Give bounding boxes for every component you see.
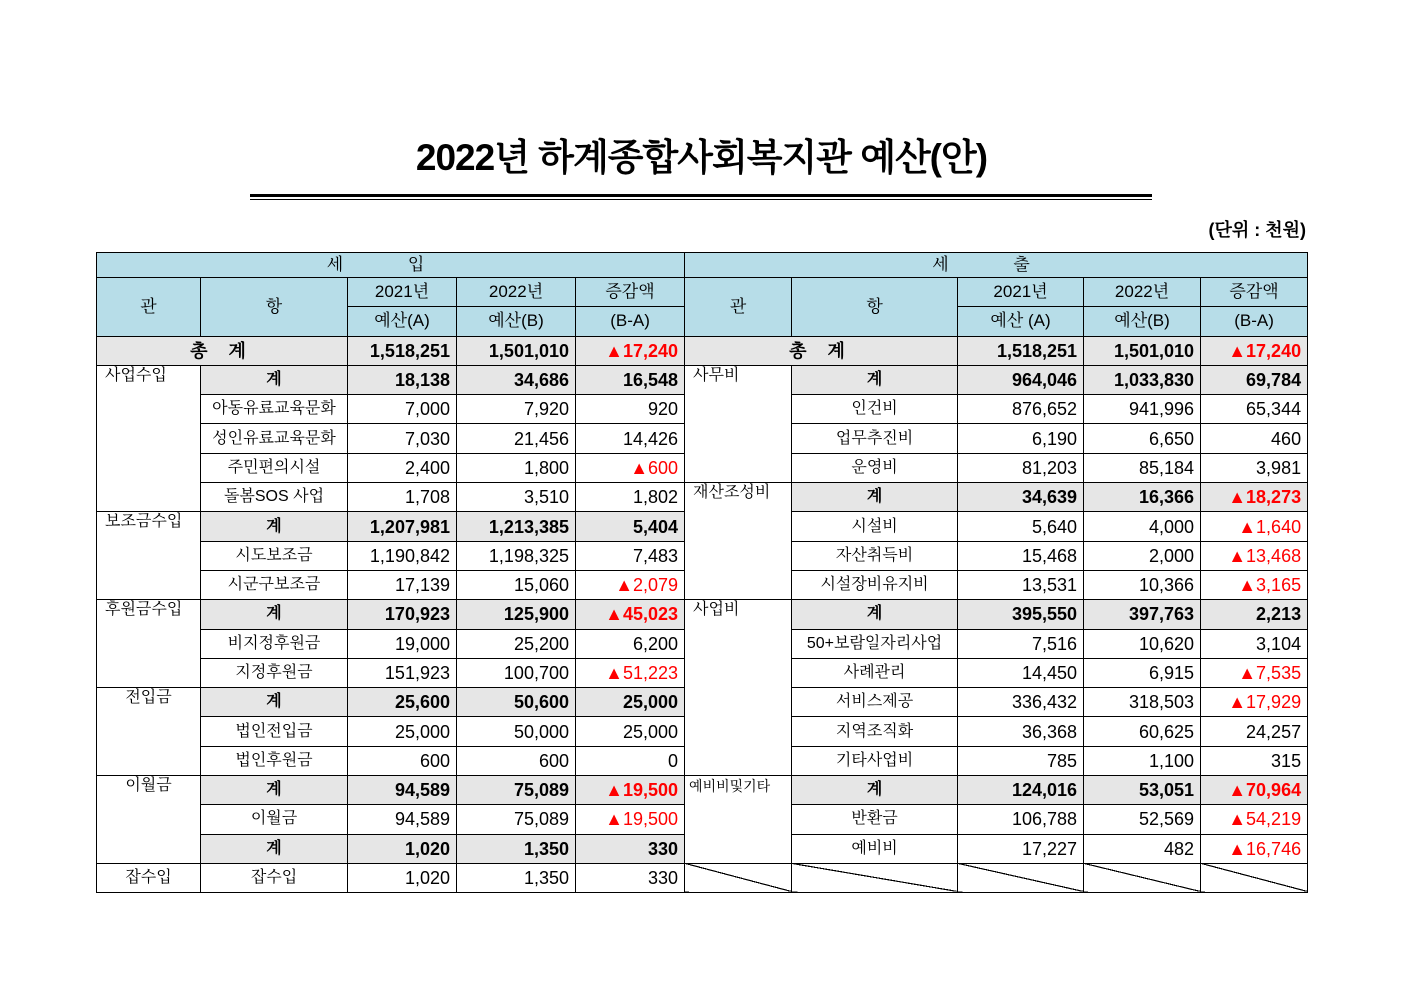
income-group-misc: 잡수입 xyxy=(97,863,201,892)
income-item-2021: 1,190,842 xyxy=(348,541,457,570)
income-item-2021: 94,589 xyxy=(348,776,457,805)
income-item-diff: ▲2,079 xyxy=(576,570,685,599)
income-item-name: 성인유료교육문화 xyxy=(201,424,348,453)
income-item-2021: 19,000 xyxy=(348,629,457,658)
expense-item-diff: ▲70,964 xyxy=(1201,776,1308,805)
expense-item-2021: 395,550 xyxy=(958,600,1084,629)
expense-total-2022: 1,501,010 xyxy=(1084,336,1201,365)
expense-item-diff: ▲16,746 xyxy=(1201,834,1308,863)
income-item-diff: 6,200 xyxy=(576,629,685,658)
income-item-name: 계 xyxy=(201,512,348,541)
expense-item-2022: 482 xyxy=(1084,834,1201,863)
expense-item-name: 기타사업비 xyxy=(792,746,958,775)
budget-table xyxy=(96,252,1308,893)
income-item-2022: 1,350 xyxy=(457,834,576,863)
empty-cell xyxy=(1084,863,1201,892)
expense-item-2021: 34,639 xyxy=(958,483,1084,512)
table-row xyxy=(97,600,1308,629)
expense-item-name: 계 xyxy=(792,483,958,512)
expense-item-diff: ▲13,468 xyxy=(1201,541,1308,570)
table-row xyxy=(97,776,1308,805)
expense-item-2022: 4,000 xyxy=(1084,512,1201,541)
expense-item-name: 50+보람일자리사업 xyxy=(792,629,958,658)
income-item-2022: 100,700 xyxy=(457,658,576,687)
table-row xyxy=(97,483,1308,512)
expense-item-2021: 124,016 xyxy=(958,776,1084,805)
expense-item-name: 업무추진비 xyxy=(792,424,958,453)
expense-2021-subheader: 예산 (A) xyxy=(958,307,1084,336)
expense-item-2022: 318,503 xyxy=(1084,688,1201,717)
income-item-diff: 14,426 xyxy=(576,424,685,453)
expense-item-name: 반환금 xyxy=(792,805,958,834)
income-item-name: 비지정후원금 xyxy=(201,629,348,658)
expense-item-diff: 65,344 xyxy=(1201,395,1308,424)
expense-2022-header: 2022년 xyxy=(1084,278,1201,307)
income-item-name: 시도보조금 xyxy=(201,541,348,570)
income-item-diff: 25,000 xyxy=(576,688,685,717)
income-item-2021: 151,923 xyxy=(348,658,457,687)
expense-item-2022: 6,915 xyxy=(1084,658,1201,687)
expense-item-name: 지역조직화 xyxy=(792,717,958,746)
expense-item-diff: ▲18,273 xyxy=(1201,483,1308,512)
expense-item-2022: 53,051 xyxy=(1084,776,1201,805)
income-item-2021: 1,020 xyxy=(348,834,457,863)
income-item-2021: 7,000 xyxy=(348,395,457,424)
expense-item-2021: 106,788 xyxy=(958,805,1084,834)
expense-2022-subheader: 예산(B) xyxy=(1084,307,1201,336)
table-row xyxy=(97,365,1308,394)
income-2021-subheader: 예산(A) xyxy=(348,307,457,336)
expense-item-diff: ▲17,929 xyxy=(1201,688,1308,717)
income-item-2021: 25,000 xyxy=(348,717,457,746)
income-item-name: 잡수입 xyxy=(201,863,348,892)
income-total-diff: ▲17,240 xyxy=(576,336,685,365)
expense-total-2021: 1,518,251 xyxy=(958,336,1084,365)
income-item-2021: 7,030 xyxy=(348,424,457,453)
income-item-2021: 94,589 xyxy=(348,805,457,834)
expense-item-diff: 3,104 xyxy=(1201,629,1308,658)
expense-item-diff: 460 xyxy=(1201,424,1308,453)
income-2022-header: 2022년 xyxy=(457,278,576,307)
expense-item-name: 사례관리 xyxy=(792,658,958,687)
income-group-transfer: 전입금 xyxy=(97,688,201,776)
expense-item-name: 계 xyxy=(792,776,958,805)
expense-item-2021: 5,640 xyxy=(958,512,1084,541)
expense-item-diff: ▲3,165 xyxy=(1201,570,1308,599)
section-header-row xyxy=(97,253,1308,278)
expense-item-2022: 60,625 xyxy=(1084,717,1201,746)
income-item-2022: 75,089 xyxy=(457,805,576,834)
empty-cell xyxy=(958,863,1084,892)
table-row xyxy=(97,863,1308,892)
income-item-2022: 125,900 xyxy=(457,600,576,629)
expense-group-property: 재산조성비 xyxy=(685,483,792,600)
income-item-2022: 3,510 xyxy=(457,483,576,512)
expense-item-2022: 16,366 xyxy=(1084,483,1201,512)
income-2021-header: 2021년 xyxy=(348,278,457,307)
expense-item-name: 계 xyxy=(792,600,958,629)
expense-item-name: 인건비 xyxy=(792,395,958,424)
income-item-diff: 7,483 xyxy=(576,541,685,570)
expense-diff-header: 증감액 xyxy=(1201,278,1308,307)
income-item-name: 이월금 xyxy=(201,805,348,834)
income-group-subsidy: 보조금수입 xyxy=(97,512,201,600)
expense-item-2022: 941,996 xyxy=(1084,395,1201,424)
income-item-name: 계 xyxy=(201,365,348,394)
income-item-diff: 330 xyxy=(576,863,685,892)
income-item-2022: 50,600 xyxy=(457,688,576,717)
expense-item-diff: ▲7,535 xyxy=(1201,658,1308,687)
expense-item-diff: 315 xyxy=(1201,746,1308,775)
column-header-row xyxy=(97,278,1308,307)
expense-group-office: 사무비 xyxy=(685,365,792,482)
expense-item-name: 자산취득비 xyxy=(792,541,958,570)
income-item-2022: 25,200 xyxy=(457,629,576,658)
income-item-2022: 1,350 xyxy=(457,863,576,892)
income-item-2021: 170,923 xyxy=(348,600,457,629)
expense-item-diff: 69,784 xyxy=(1201,365,1308,394)
expense-total-diff: ▲17,240 xyxy=(1201,336,1308,365)
income-item-name: 계 xyxy=(201,834,348,863)
expense-hang-header: 항 xyxy=(792,278,958,337)
income-item-name: 아동유료교육문화 xyxy=(201,395,348,424)
expense-item-2021: 7,516 xyxy=(958,629,1084,658)
expense-item-diff: ▲1,640 xyxy=(1201,512,1308,541)
expense-diff-subheader: (B-A) xyxy=(1201,307,1308,336)
income-item-diff: 920 xyxy=(576,395,685,424)
income-total-2022: 1,501,010 xyxy=(457,336,576,365)
expense-header-text: 세 출 xyxy=(932,255,1060,274)
income-gwan-header: 관 xyxy=(97,278,201,337)
expense-item-diff: ▲54,219 xyxy=(1201,805,1308,834)
expense-item-name: 예비비 xyxy=(792,834,958,863)
income-item-name: 지정후원금 xyxy=(201,658,348,687)
expense-item-diff: 3,981 xyxy=(1201,453,1308,482)
expense-item-2021: 13,531 xyxy=(958,570,1084,599)
empty-cell xyxy=(792,863,958,892)
income-item-diff: ▲19,500 xyxy=(576,805,685,834)
expense-item-2022: 397,763 xyxy=(1084,600,1201,629)
income-item-2021: 18,138 xyxy=(348,365,457,394)
income-hang-header: 항 xyxy=(201,278,348,337)
income-item-2021: 1,207,981 xyxy=(348,512,457,541)
expense-total-label: 총 계 xyxy=(685,336,958,365)
income-group-donation: 후원금수입 xyxy=(97,600,201,688)
expense-item-2022: 6,650 xyxy=(1084,424,1201,453)
income-item-2021: 2,400 xyxy=(348,453,457,482)
income-item-name: 돌봄SOS 사업 xyxy=(201,483,348,512)
income-item-2022: 15,060 xyxy=(457,570,576,599)
expense-item-name: 서비스제공 xyxy=(792,688,958,717)
income-diff-header: 증감액 xyxy=(576,278,685,307)
page-title: 2022년 하계종합사회복지관 예산(안) xyxy=(415,137,988,178)
income-total-label: 총 계 xyxy=(97,336,348,365)
expense-item-2021: 14,450 xyxy=(958,658,1084,687)
income-item-diff: ▲45,023 xyxy=(576,600,685,629)
empty-cell xyxy=(1201,863,1308,892)
expense-gwan-header: 관 xyxy=(685,278,792,337)
expense-item-diff: 24,257 xyxy=(1201,717,1308,746)
expense-item-2021: 81,203 xyxy=(958,453,1084,482)
income-item-diff: 16,548 xyxy=(576,365,685,394)
expense-item-2022: 85,184 xyxy=(1084,453,1201,482)
expense-item-2022: 10,366 xyxy=(1084,570,1201,599)
income-item-2021: 1,020 xyxy=(348,863,457,892)
income-diff-subheader: (B-A) xyxy=(576,307,685,336)
empty-cell xyxy=(685,863,792,892)
income-item-name: 법인전입금 xyxy=(201,717,348,746)
income-item-name: 법인후원금 xyxy=(201,746,348,775)
income-item-2022: 1,198,325 xyxy=(457,541,576,570)
expense-item-name: 시설장비유지비 xyxy=(792,570,958,599)
income-item-2022: 7,920 xyxy=(457,395,576,424)
income-item-name: 계 xyxy=(201,776,348,805)
expense-item-2021: 36,368 xyxy=(958,717,1084,746)
income-item-name: 계 xyxy=(201,600,348,629)
income-item-diff: 330 xyxy=(576,834,685,863)
income-item-2021: 600 xyxy=(348,746,457,775)
unit-label: (단위 : 천원) xyxy=(1208,220,1306,240)
income-item-name: 계 xyxy=(201,688,348,717)
expense-item-2022: 1,100 xyxy=(1084,746,1201,775)
income-group-carryover: 이월금 xyxy=(97,776,201,864)
income-item-diff: 1,802 xyxy=(576,483,685,512)
income-group-business: 사업수입 xyxy=(97,365,201,511)
title-underline xyxy=(250,194,1152,200)
income-item-2021: 17,139 xyxy=(348,570,457,599)
income-item-diff: 25,000 xyxy=(576,717,685,746)
income-item-diff: 5,404 xyxy=(576,512,685,541)
income-item-name: 시군구보조금 xyxy=(201,570,348,599)
income-item-diff: ▲600 xyxy=(576,453,685,482)
expense-item-diff: 2,213 xyxy=(1201,600,1308,629)
income-header-text: 세 입 xyxy=(326,255,455,274)
income-item-2022: 21,456 xyxy=(457,424,576,453)
expense-group-reserve: 예비비및기타 xyxy=(685,776,792,864)
income-item-2022: 1,800 xyxy=(457,453,576,482)
expense-item-2022: 1,033,830 xyxy=(1084,365,1201,394)
income-section-header xyxy=(97,253,685,278)
expense-item-2021: 964,046 xyxy=(958,365,1084,394)
expense-item-2021: 785 xyxy=(958,746,1084,775)
income-item-diff: 0 xyxy=(576,746,685,775)
income-total-2021: 1,518,251 xyxy=(348,336,457,365)
expense-item-2021: 6,190 xyxy=(958,424,1084,453)
grand-total-row xyxy=(97,336,1308,365)
income-item-2022: 50,000 xyxy=(457,717,576,746)
expense-item-2021: 336,432 xyxy=(958,688,1084,717)
expense-item-2021: 15,468 xyxy=(958,541,1084,570)
income-item-2022: 600 xyxy=(457,746,576,775)
income-item-2022: 1,213,385 xyxy=(457,512,576,541)
expense-item-2022: 10,620 xyxy=(1084,629,1201,658)
income-item-2022: 75,089 xyxy=(457,776,576,805)
expense-item-name: 시설비 xyxy=(792,512,958,541)
expense-item-2021: 876,652 xyxy=(958,395,1084,424)
expense-item-2022: 2,000 xyxy=(1084,541,1201,570)
income-item-2021: 25,600 xyxy=(348,688,457,717)
expense-item-2022: 52,569 xyxy=(1084,805,1201,834)
expense-2021-header: 2021년 xyxy=(958,278,1084,307)
income-item-name: 주민편의시설 xyxy=(201,453,348,482)
income-item-2021: 1,708 xyxy=(348,483,457,512)
income-item-diff: ▲51,223 xyxy=(576,658,685,687)
income-item-diff: ▲19,500 xyxy=(576,776,685,805)
expense-item-name: 계 xyxy=(792,365,958,394)
income-item-2022: 34,686 xyxy=(457,365,576,394)
expense-section-header xyxy=(685,253,1308,278)
expense-item-2021: 17,227 xyxy=(958,834,1084,863)
expense-group-business: 사업비 xyxy=(685,600,792,776)
income-2022-subheader: 예산(B) xyxy=(457,307,576,336)
expense-item-name: 운영비 xyxy=(792,453,958,482)
